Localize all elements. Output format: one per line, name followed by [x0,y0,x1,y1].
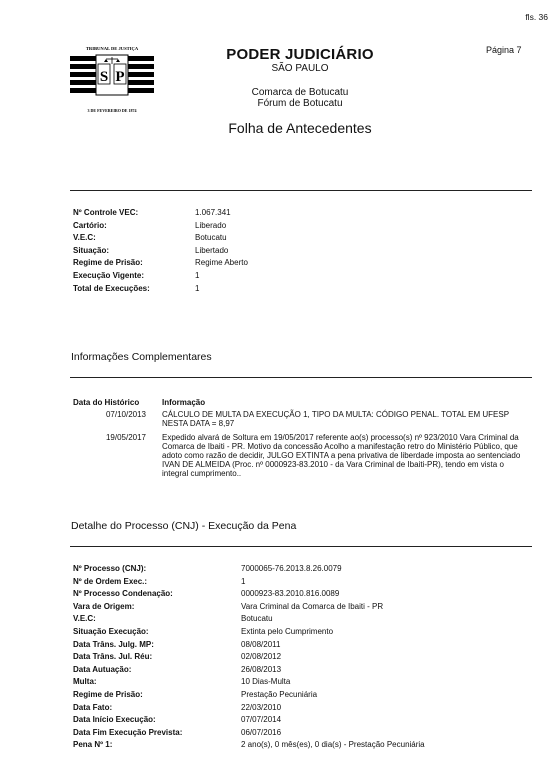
document-title: Folha de Antecedentes [228,120,372,136]
process-label: Data Fato: [73,702,113,712]
process-value: 0000923-83.2010.816.0089 [241,589,340,599]
history-info: CÁLCULO DE MULTA DA EXECUÇÃO 1, TIPO DA MULTA: CÓDIGO PENAL. TOTAL EM UFESP NESTA DATA = 8,97 [162,410,509,428]
process-heading: Detalhe do Processo (CNJ) - Execução da Pena [71,520,297,532]
process-value: 06/07/2016 [241,727,282,737]
process-label: Data Trâns. Jul. Réu: [73,652,153,662]
process-label: Nº de Ordem Exec.: [73,576,148,586]
history-date: 07/10/2013 [105,410,146,419]
summary-value: Libertado [195,245,229,255]
process-label: V.E.C: [73,614,96,624]
summary-label: Total de Execuções: [73,283,150,293]
summary-label: Nº Controle VEC: [73,208,139,217]
divider [70,190,532,191]
history-info: Expedido alvará de Soltura em 19/05/2017 referente ao(s) processo(s) nº 923/2010 Vara Criminal da Comarca de Ibaiti - PR. Motivo da concessão Acolho a manifestação retro do Ministério Público, que adoto como razão de decidir, JULGO EXTINTA a pena privativa de liberdade imposta ao sentenciado IVAN DE ALMEIDA (Proc. nº 0000923-83.2010 - da Vara Criminal de Ibaiti-PR), tendo em vista o integral cumprimento.. [162,433,521,478]
divider [70,377,532,378]
process-label: Nº Processo Condenação: [73,589,173,599]
process-value: Extinta pelo Cumprimento [241,626,334,636]
court-logo [68,44,156,116]
process-value: 07/07/2014 [241,715,282,725]
history-date-header: Data do Histórico [73,398,140,407]
logo-bottom-text: 3 DE FEVEREIRO DE 1874 [87,108,137,113]
process-value: 10 Dias-Multa [241,677,291,687]
process-value: Prestação Pecuniária [241,689,318,699]
sheet-number: fls. 36 [525,12,548,22]
process-value: 7000065-76.2013.8.26.0079 [241,564,342,573]
process-label: Regime de Prisão: [73,689,143,699]
logo-p-letter: P [115,69,125,85]
summary-value: 1 [195,270,200,280]
process-value: 2 ano(s), 0 mês(es), 0 dia(s) - Prestação Pecuniária [241,740,425,750]
process-label: Pena Nº 1: [73,740,113,750]
comarca-name: Comarca de Botucatu [251,87,349,98]
history-date: 19/05/2017 [105,433,146,442]
process-value: 1 [241,576,246,586]
complementary-heading: Informações Complementares [71,351,212,363]
summary-label: Cartório: [73,220,107,230]
page-number: Página 7 [486,45,522,55]
summary-value: 1.067.341 [195,208,231,217]
process-label: Data Fim Execução Prevista: [73,727,183,737]
process-label: Data Trâns. Julg. MP: [73,639,154,649]
summary-value: 1 [195,283,200,293]
summary-label: Regime de Prisão: [73,258,143,268]
process-label: Multa: [73,677,97,687]
process-label: Data Autuação: [73,664,132,674]
process-value: 26/08/2013 [241,664,282,674]
summary-label: V.E.C: [73,233,96,243]
process-value: 02/08/2012 [241,652,282,662]
process-value: Botucatu [241,614,273,624]
process-value: Vara Criminal da Comarca de Ibaiti - PR [241,601,384,611]
logo-s-letter: S [99,69,109,85]
summary-value: Regime Aberto [195,258,248,268]
summary-label: Execução Vigente: [73,270,144,280]
summary-value: Botucatu [195,233,227,243]
state-name: SÃO PAULO [271,63,329,74]
forum-name: Fórum de Botucatu [257,98,343,109]
summary-value: Liberado [195,220,227,230]
court-title: PODER JUDICIÁRIO [226,46,374,63]
process-label: Data Início Execução: [73,715,156,725]
divider [70,546,532,547]
process-label: Vara de Origem: [73,601,135,611]
process-value: 08/08/2011 [241,639,281,649]
summary-label: Situação: [73,245,110,255]
process-label: Nº Processo (CNJ): [73,564,147,573]
logo-top-text: TRIBUNAL DE JUSTIÇA [85,46,139,51]
history-info-header: Informação [162,398,206,407]
process-label: Situação Execução: [73,626,149,636]
process-value: 22/03/2010 [241,702,282,712]
